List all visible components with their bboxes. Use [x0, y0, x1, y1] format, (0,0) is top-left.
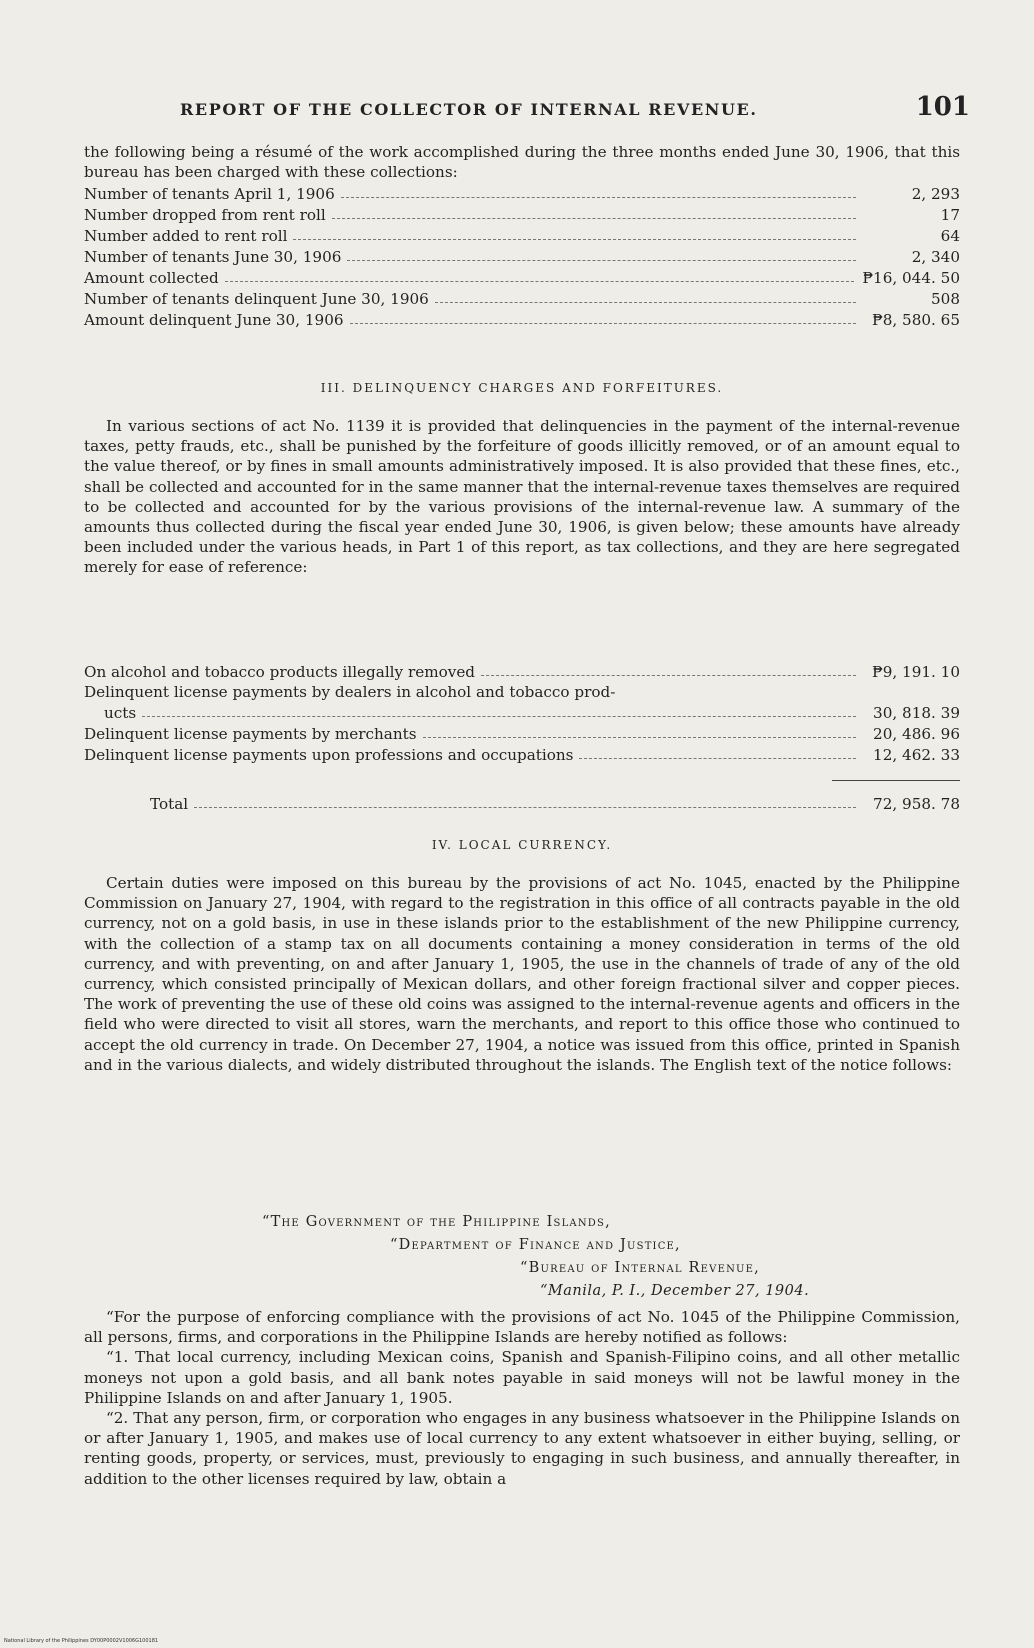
summary-value: 30, 818. 39: [873, 704, 960, 722]
summary-label: Delinquent license payments by dealers in alcohol and tobacco prod-: [84, 683, 616, 701]
summary-row: [84, 660, 960, 681]
stat-label: Number added to rent roll: [84, 227, 288, 245]
delinquency-total: [84, 792, 960, 813]
stat-label: Amount delinquent June 30, 1906: [84, 311, 344, 329]
section-heading-local-currency: IV. LOCAL CURRENCY.: [431, 838, 613, 852]
stat-value: ₱8, 580. 65: [871, 311, 960, 329]
summary-label: On alcohol and tobacco products illegally removed: [84, 663, 476, 681]
stat-value: ₱16, 044. 50: [862, 269, 960, 287]
summary-row: [84, 681, 960, 701]
stat-value: 508: [931, 290, 960, 308]
total-rule: [832, 780, 960, 781]
delinquency-paragraph: [84, 416, 960, 578]
notice-paragraph: “2. That any person, firm, or corporation who engages in any business whatsoever in the Philippine Islands on or after January 1, 1905, and makes use of local currency to any extent whatsoever in either buying, selling, or renting goods, property, or services, must, previously to engaging in such business, and annually thereafter, in addition to the other licenses required by law, obtain a: [84, 1409, 960, 1488]
summary-value: 20, 486. 96: [873, 725, 960, 743]
notice-address-line: “Bureau of Internal Revenue,: [520, 1260, 760, 1276]
stat-row: [84, 203, 960, 224]
stat-row: [84, 266, 960, 287]
summary-value: 12, 462. 33: [873, 746, 960, 764]
tenant-statistics: [84, 182, 960, 329]
summary-label: Delinquent license payments upon professions and occupations: [84, 746, 574, 764]
summary-row: [84, 743, 960, 764]
delinquency-text: In various sections of act No. 1139 it is provided that delinquencies in the payment of the internal-revenue taxes, petty frauds, etc., shall be punished by the forfeiture of goods illicitly removed, or of an amount equal to the value thereof, or by fines in small amounts administratively imposed. It is also provided that these fines, etc., shall be collected and accounted for in the same manner that the internal-revenue taxes themselves are required to be collected and accounted for by the various provisions of the internal-revenue law. A summary of the amounts thus collected during the fiscal year ended June 30, 1906, is given below; these amounts have already been included under the various heads, in Part 1 of this report, as tax collections, and they are here segregated merely for ease of reference:: [84, 417, 960, 577]
stat-row: [84, 245, 960, 266]
notice-address-line: “Department of Finance and Justice,: [390, 1237, 681, 1253]
stat-label: Number of tenants April 1, 1906: [84, 185, 335, 203]
stat-value: 17: [940, 206, 960, 224]
section-heading-delinquency: III. DELINQUENCY CHARGES AND FORFEITURES.: [320, 381, 724, 395]
summary-row-continued: [84, 701, 960, 722]
stat-row: [84, 224, 960, 245]
stat-label: Number of tenants delinquent June 30, 1906: [84, 290, 429, 308]
total-value: 72, 958. 78: [873, 795, 960, 813]
notice-paragraph: “For the purpose of enforcing compliance with the provisions of act No. 1045 of the Philippine Commission, all persons, firms, and corporations in the Philippine Islands are hereby notified as follows:: [84, 1308, 960, 1347]
notice-dateline: “Manila, P. I., December 27, 1904.: [540, 1283, 810, 1299]
delinquency-summary: [84, 660, 960, 764]
notice-body: [84, 1307, 960, 1489]
summary-label: Delinquent license payments by merchants: [84, 725, 417, 743]
summary-label-continued: ucts: [104, 704, 137, 722]
stat-row: [84, 182, 960, 203]
notice-paragraph: “1. That local currency, including Mexican coins, Spanish and Spanish-Filipino coins, and all other metallic moneys not upon a gold basis, and all bank notes payable in said moneys will not be lawful money in the Philippine Islands on and after January 1, 1905.: [84, 1348, 960, 1407]
stat-value: 64: [940, 227, 960, 245]
notice-address-line: “The Government of the Philippine Islands,: [262, 1214, 611, 1230]
stat-label: Amount collected: [84, 269, 219, 287]
summary-value: ₱9, 191. 10: [871, 663, 960, 681]
stat-row: [84, 287, 960, 308]
intro-text: the following being a résumé of the work accomplished during the three months ended June 30, 1906, that this bureau has been charged with these collections:: [84, 143, 960, 182]
stat-label: Number of tenants June 30, 1906: [84, 248, 342, 266]
local-currency-text: Certain duties were imposed on this bureau by the provisions of act No. 1045, enacted by the Philippine Commission on January 27, 1904, with regard to the registration in this office of all contracts payable in the old currency, not on a gold basis, in use in these islands prior to the establishment of the new Philippine currency, with the collection of a stamp tax on all documents containing a money consideration in terms of the old currency, and with preventing, on and after January 1, 1905, the use in the channels of trade of any of the old currency, which consisted principally of Mexican dollars, and other foreign fractional silver and copper pieces. The work of preventing the use of these old coins was assigned to the internal-revenue agents and officers in the field who were directed to visit all stores, warn the merchants, and report to this office those who continued to accept the old currency in trade. On December 27, 1904, a notice was issued from this office, printed in Spanish and in the various dialects, and widely distributed throughout the islands. The English text of the notice follows:: [84, 874, 960, 1074]
stat-label: Number dropped from rent roll: [84, 206, 326, 224]
stat-row: [84, 308, 960, 329]
local-currency-paragraph: [84, 873, 960, 1075]
stat-value: 2, 293: [911, 185, 960, 203]
total-row: [84, 792, 960, 813]
scan-footer: National Library of the Philippines DY00P0002V1006G100181: [4, 1638, 159, 1644]
running-title: REPORT OF THE COLLECTOR OF INTERNAL REVENUE.: [180, 100, 758, 119]
page-number: 101: [915, 92, 970, 122]
total-label: Total: [150, 795, 189, 813]
stat-value: 2, 340: [911, 248, 960, 266]
intro-paragraph: [84, 142, 960, 182]
summary-row: [84, 722, 960, 743]
page-header: [180, 92, 970, 128]
